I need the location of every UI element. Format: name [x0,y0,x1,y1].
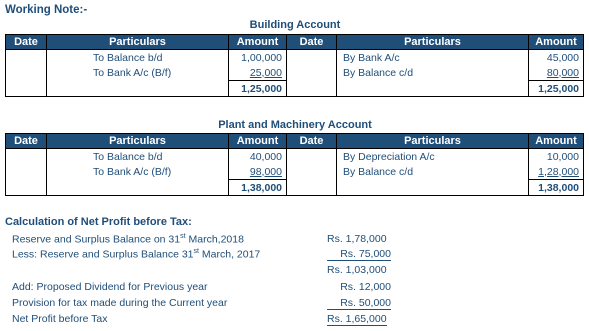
empty-cell [47,180,229,196]
header-date: Date [287,134,337,149]
header-date: Date [6,134,47,149]
np-row1-sup: st [180,233,186,240]
np-row-label [12,248,260,261]
debit-amount: 40,000 [229,149,287,165]
credit-amount: 10,000 [529,149,584,165]
debit-amount: 1,00,000 [229,50,287,66]
date-cell [6,164,47,180]
credit-particular: By Bank A/c [337,50,529,66]
building-header-row [6,35,584,50]
date-cell [287,149,337,165]
header-amount: Amount [529,35,584,50]
debit-particular: To Bank A/c (B/f) [47,65,229,81]
net-profit-heading: Calculation of Net Profit before Tax: [5,216,192,228]
debit-particular: To Balance b/d [47,149,229,165]
credit-amount: 45,000 [529,50,584,66]
credit-particular: By Balance c/d [337,164,529,180]
date-cell [6,149,47,165]
debit-particular: To Balance b/d [47,50,229,66]
debit-amount: 98,000 [229,164,287,180]
header-amount: Amount [229,134,287,149]
working-note-title: Working Note:- [5,4,88,16]
np-row3-value: Rs. 1,03,000 [327,264,387,276]
debit-total: 1,38,000 [229,180,287,196]
credit-total: 1,25,000 [529,81,584,97]
date-cell [287,81,337,97]
date-cell [287,65,337,81]
date-cell [287,180,337,196]
np-row2-text-end: March, 2017 [198,248,261,261]
np-row1-value: Rs. 1,78,000 [327,233,387,245]
table-row [6,149,584,165]
header-particulars: Particulars [47,35,229,50]
credit-amount: 1,28,000 [529,164,584,180]
plant-account-title: Plant and Machinery Account [218,119,372,131]
np-row1-text: Reserve and Surplus Balance on 31 [12,233,181,246]
debit-total: 1,25,000 [229,81,287,97]
credit-total: 1,38,000 [529,180,584,196]
np-row1-text-end: March,2018 [185,233,244,246]
np-row6-label: Net Profit before Tax [12,313,108,325]
np-row-label [12,233,244,246]
header-particulars: Particulars [47,134,229,149]
building-account-title: Building Account [249,19,341,31]
np-row5-label: Provision for tax made during the Current year [12,297,228,309]
total-row [6,81,584,97]
date-cell [287,50,337,66]
header-amount: Amount [229,35,287,50]
empty-cell [47,81,229,97]
debit-amount: 25,000 [229,65,287,81]
header-particulars: Particulars [337,35,529,50]
np-row5-value: Rs. 50,000 [327,297,391,310]
date-cell [6,50,47,66]
date-cell [6,180,47,196]
header-particulars: Particulars [337,134,529,149]
np-row6-value: Rs. 1,65,000 [327,313,387,325]
empty-cell [337,180,529,196]
np-row2-text: Less: Reserve and Surplus Balance 31 [12,248,194,261]
header-date: Date [6,35,47,50]
header-date: Date [287,35,337,50]
date-cell [287,164,337,180]
total-row [6,180,584,196]
np-row2-sup: st [193,248,199,255]
credit-particular: By Balance c/d [337,65,529,81]
plant-header-row [6,134,584,149]
table-row [6,50,584,66]
building-account-table [5,34,584,97]
debit-particular: To Bank A/c (B/f) [47,164,229,180]
np-row2-value: Rs. 75,000 [327,248,391,261]
empty-cell [337,81,529,97]
table-row [6,164,584,180]
date-cell [6,81,47,97]
credit-amount: 80,000 [529,65,584,81]
credit-particular: By Depreciation A/c [337,149,529,165]
np-row4-label: Add: Proposed Dividend for Previous year [12,281,208,293]
table-row [6,65,584,81]
plant-account-table [5,133,584,196]
date-cell [6,65,47,81]
np-row4-value: Rs. 12,000 [340,281,391,293]
header-amount: Amount [529,134,584,149]
